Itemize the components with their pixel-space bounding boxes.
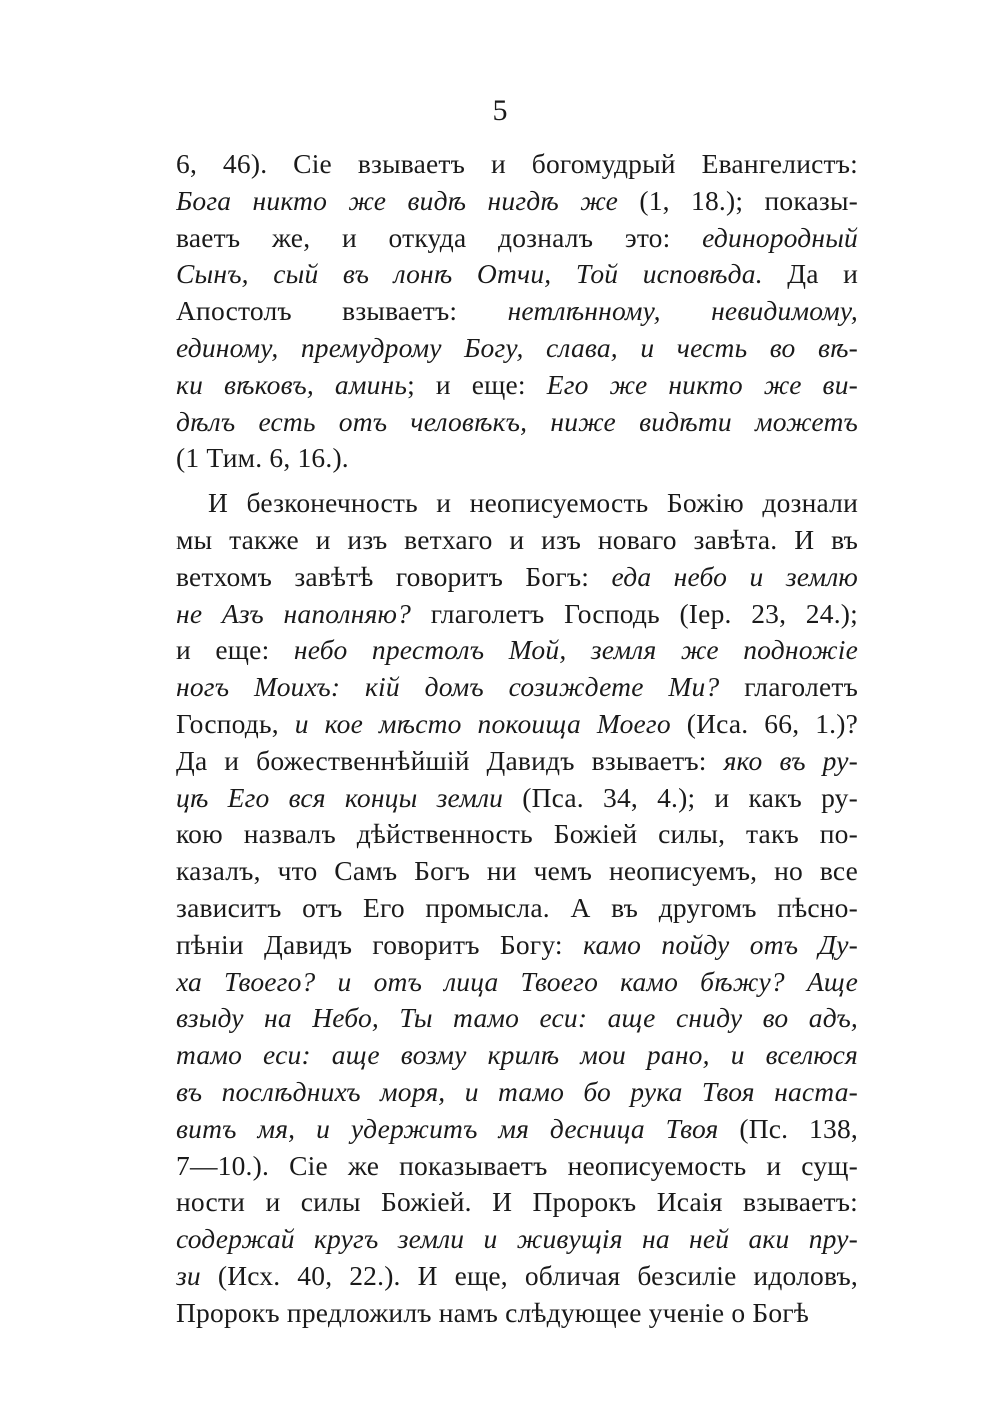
text-line [176, 220, 858, 257]
italic-text: единому, премудрому Богу, слава, и честь во вѣ- [176, 331, 858, 363]
text-segment: глаголетъ Господь (Іер. 23, 24.); [411, 597, 858, 629]
text-segment: Апостолъ взываетъ: [176, 295, 508, 327]
text-line [176, 404, 858, 441]
italic-text: тамо еси: аще возму крилѣ мои рано, и вселюся [176, 1039, 858, 1071]
text-segment: мы также и изъ ветхаго и изъ новаго завѣта. И въ [176, 523, 858, 555]
italic-text: яко въ ру- [723, 744, 858, 776]
text-segment: И безконечность и неописуемость Божію дознали [208, 487, 858, 519]
text-line [176, 1221, 858, 1258]
italic-text: единородный [702, 221, 858, 253]
text-line [176, 256, 858, 293]
italic-text: содержай кругъ земли и живущія на ней аки пру- [176, 1223, 858, 1255]
text-line [176, 596, 858, 633]
text-segment: Господь, [176, 707, 295, 739]
text-line [176, 964, 858, 1001]
text-line [176, 706, 858, 743]
italic-text: Его же никто же ви- [546, 368, 858, 400]
text-segment: ности и силы Божіей. И Пророкъ Исаія взываетъ: [176, 1186, 858, 1218]
text-line [176, 440, 858, 477]
text-line [176, 1037, 858, 1074]
text-segment: Да и божественнѣйшій Давидъ взываетъ: [176, 744, 724, 776]
text-line [176, 1000, 858, 1037]
italic-text: взыду на Небо, Ты тамо еси: аще сниду во адъ, [176, 1002, 858, 1034]
text-line [176, 367, 858, 404]
text-line [176, 485, 858, 522]
text-line [176, 927, 858, 964]
text-line [176, 632, 858, 669]
text-line [176, 669, 858, 706]
text-segment: зависитъ отъ Его промысла. А въ другомъ пѣсно- [176, 891, 858, 923]
text-line [176, 559, 858, 596]
italic-text: зи [176, 1259, 201, 1291]
text-segment: 7—10.). Сіе же показываетъ неописуемость и сущ- [176, 1149, 858, 1181]
text-line [176, 146, 858, 183]
text-segment: и еще: [176, 634, 294, 666]
text-line [176, 293, 858, 330]
text-segment: (1 Тим. 6, 16.). [176, 442, 349, 474]
text-segment: (Пса. 34, 4.); и какъ ру- [503, 781, 858, 813]
text-segment: (Иса. 66, 1.)? [670, 707, 858, 739]
italic-text: не Азъ наполняю? [176, 597, 412, 629]
italic-text: небо престолъ Мой, земля же подножіе [293, 634, 858, 666]
text-line [176, 1148, 858, 1185]
text-line [176, 1258, 858, 1295]
italic-text: цѣ Его вся концы земли [176, 781, 504, 813]
italic-text: и кое мѣсто покоища Моего [294, 707, 671, 739]
text-line [176, 1184, 858, 1221]
text-line [176, 183, 858, 220]
italic-text: витъ мя, и удержитъ мя десница Твоя [176, 1112, 719, 1144]
italic-text: ха Твоего? и отъ лица Твоего камо бѣжу? Аще [176, 965, 858, 997]
text-line [176, 743, 858, 780]
text-line [176, 522, 858, 559]
text-segment: ; и еще: [407, 368, 547, 400]
text-line [176, 816, 858, 853]
text-body [176, 146, 858, 1332]
text-line [176, 780, 858, 817]
italic-text: ногъ Моихъ: кій домъ созиждете Ми? [176, 671, 720, 703]
page-number: 5 [492, 94, 508, 127]
text-segment: (Пс. 138, [718, 1112, 858, 1144]
text-line [176, 330, 858, 367]
text-line [176, 890, 858, 927]
italic-text: дѣлъ есть отъ человѣкъ, ниже видѣти можетъ [176, 405, 858, 437]
text-line [176, 853, 858, 890]
italic-text: камо пойду отъ Ду- [583, 928, 858, 960]
text-segment: (1, 18.); показы- [618, 184, 858, 216]
text-line [176, 1074, 858, 1111]
text-segment: казалъ, что Самъ Богъ ни чемъ неописуемъ, но все [176, 855, 858, 887]
text-segment: ветхомъ завѣтѣ говоритъ Богъ: [176, 560, 612, 592]
text-segment: 6, 46). Сіе взываетъ и богомудрый Евангелистъ: [176, 148, 858, 179]
italic-text: Бога никто же видѣ нигдѣ же [176, 184, 619, 216]
text-line [176, 1111, 858, 1148]
italic-text: ки вѣковъ, аминь [176, 368, 408, 400]
text-segment: кою назвалъ дѣйственность Божіей силы, такъ по- [176, 818, 858, 850]
text-segment: глаголетъ [719, 671, 858, 703]
italic-text: въ послѣднихъ моря, и тамо бо рука Твоя наста- [176, 1075, 858, 1107]
text-segment: Пророкъ предложилъ намъ слѣдующее ученіе о Богѣ [176, 1296, 809, 1328]
text-segment: ваетъ же, и откуда дозналъ это: [176, 221, 703, 253]
italic-text: нетлѣнному, невидимому, [507, 295, 858, 327]
paragraph-gap [176, 477, 858, 485]
text-segment: (Исх. 40, 22.). И еще, обличая безсиліе идоловъ, [200, 1259, 858, 1291]
text-segment: Да и [762, 258, 858, 290]
italic-text: еда небо и землю [611, 560, 858, 592]
text-line [176, 1295, 858, 1332]
text-segment: пѣніи Давидъ говоритъ Богу: [176, 928, 584, 960]
italic-text: Сынъ, сый въ лонѣ Отчи, Той исповѣда. [176, 258, 763, 290]
